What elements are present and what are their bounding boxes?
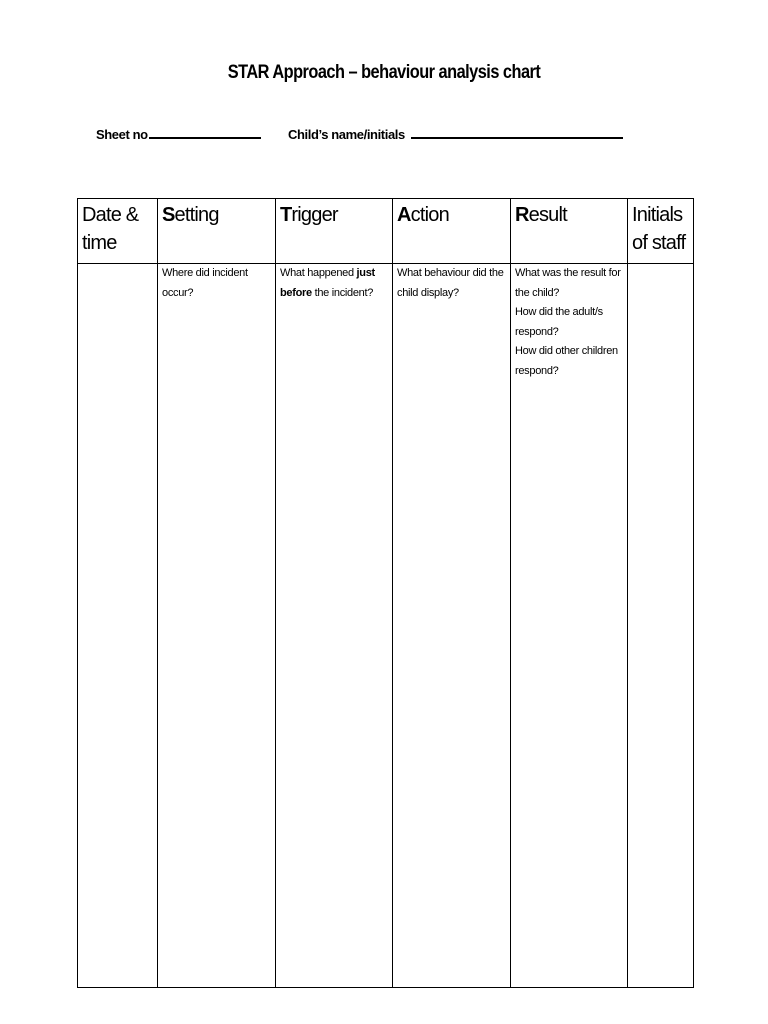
result-hint-child: What was the result for the child? <box>515 267 621 299</box>
table-row <box>78 264 694 988</box>
page-title: STAR Approach – behaviour analysis chart <box>227 62 541 83</box>
result-hint-children: How did other children respond? <box>515 345 618 377</box>
action-hint: What behaviour did the child display? <box>397 267 504 299</box>
child-name-field[interactable] <box>288 126 623 142</box>
col-header-result: Result <box>511 199 628 264</box>
setting-hint: Where did incident occur? <box>162 267 248 299</box>
col-header-staff-initials: Initials of staff <box>628 199 694 264</box>
col-header-setting: Setting <box>158 199 276 264</box>
sheet-number-line[interactable] <box>149 126 261 139</box>
cell-date-time[interactable] <box>78 264 158 988</box>
cell-action[interactable] <box>393 264 511 988</box>
child-name-line[interactable] <box>411 126 623 139</box>
sheet-number-field[interactable] <box>96 126 261 142</box>
trigger-hint: What happened just before the incident? <box>280 267 375 299</box>
cell-setting[interactable] <box>158 264 276 988</box>
cell-staff-initials[interactable] <box>628 264 694 988</box>
col-header-trigger: Trigger <box>276 199 393 264</box>
star-chart-table <box>77 198 694 988</box>
table-header-row <box>78 199 694 264</box>
result-hint-adults: How did the adult/s respond? <box>515 306 603 338</box>
child-name-label: Child’s name/initials <box>288 127 405 142</box>
sheet-number-label: Sheet no <box>96 127 148 142</box>
col-header-date-time: Date & time <box>78 199 158 264</box>
col-header-action: Action <box>393 199 511 264</box>
cell-result[interactable] <box>511 264 628 988</box>
cell-trigger[interactable] <box>276 264 393 988</box>
